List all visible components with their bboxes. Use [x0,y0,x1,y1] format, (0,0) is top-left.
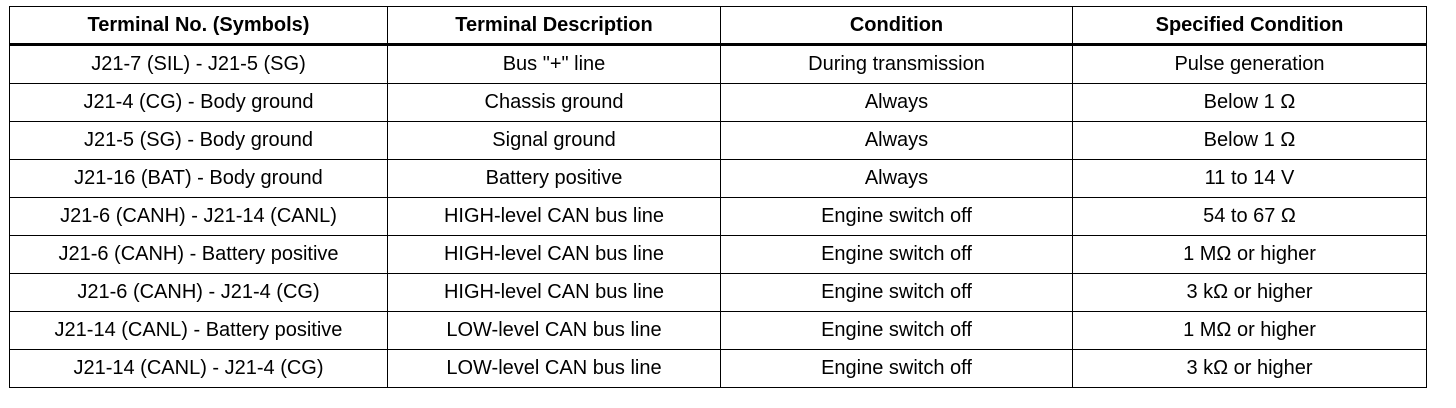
cell-specified-condition: Below 1 Ω [1073,84,1427,122]
table-row [10,274,1427,312]
cell-terminal-description: HIGH-level CAN bus line [388,198,721,236]
cell-terminal-description: Signal ground [388,122,721,160]
cell-condition: Engine switch off [721,350,1073,388]
cell-specified-condition: 3 kΩ or higher [1073,350,1427,388]
cell-specified-condition: 1 MΩ or higher [1073,236,1427,274]
terminal-table-container [9,6,1427,388]
header-terminal-no: Terminal No. (Symbols) [10,7,388,45]
cell-terminal-no: J21-14 (CANL) - Battery positive [10,312,388,350]
header-terminal-description: Terminal Description [388,7,721,45]
header-condition: Condition [721,7,1073,45]
cell-specified-condition: 3 kΩ or higher [1073,274,1427,312]
cell-terminal-no: J21-16 (BAT) - Body ground [10,160,388,198]
cell-specified-condition: Below 1 Ω [1073,122,1427,160]
cell-terminal-no: J21-6 (CANH) - Battery positive [10,236,388,274]
table-row [10,198,1427,236]
cell-terminal-no: J21-6 (CANH) - J21-4 (CG) [10,274,388,312]
table-row [10,84,1427,122]
cell-condition: Engine switch off [721,312,1073,350]
cell-condition: Engine switch off [721,198,1073,236]
cell-condition: Always [721,84,1073,122]
header-specified-condition: Specified Condition [1073,7,1427,45]
cell-terminal-no: J21-6 (CANH) - J21-14 (CANL) [10,198,388,236]
cell-terminal-no: J21-14 (CANL) - J21-4 (CG) [10,350,388,388]
cell-terminal-description: Battery positive [388,160,721,198]
table-header-row [10,7,1427,45]
cell-specified-condition: 1 MΩ or higher [1073,312,1427,350]
terminal-table [9,6,1427,388]
cell-condition: Engine switch off [721,274,1073,312]
cell-specified-condition: Pulse generation [1073,45,1427,84]
cell-terminal-no: J21-7 (SIL) - J21-5 (SG) [10,45,388,84]
table-row [10,312,1427,350]
cell-terminal-description: Chassis ground [388,84,721,122]
cell-terminal-description: HIGH-level CAN bus line [388,236,721,274]
cell-terminal-description: Bus "+" line [388,45,721,84]
table-row [10,350,1427,388]
table-row [10,160,1427,198]
table-row [10,122,1427,160]
table-row [10,236,1427,274]
cell-specified-condition: 54 to 67 Ω [1073,198,1427,236]
cell-terminal-no: J21-5 (SG) - Body ground [10,122,388,160]
cell-condition: Always [721,160,1073,198]
cell-condition: Always [721,122,1073,160]
cell-terminal-description: LOW-level CAN bus line [388,350,721,388]
cell-terminal-no: J21-4 (CG) - Body ground [10,84,388,122]
cell-condition: During transmission [721,45,1073,84]
cell-terminal-description: HIGH-level CAN bus line [388,274,721,312]
table-row [10,45,1427,84]
cell-specified-condition: 11 to 14 V [1073,160,1427,198]
cell-terminal-description: LOW-level CAN bus line [388,312,721,350]
cell-condition: Engine switch off [721,236,1073,274]
